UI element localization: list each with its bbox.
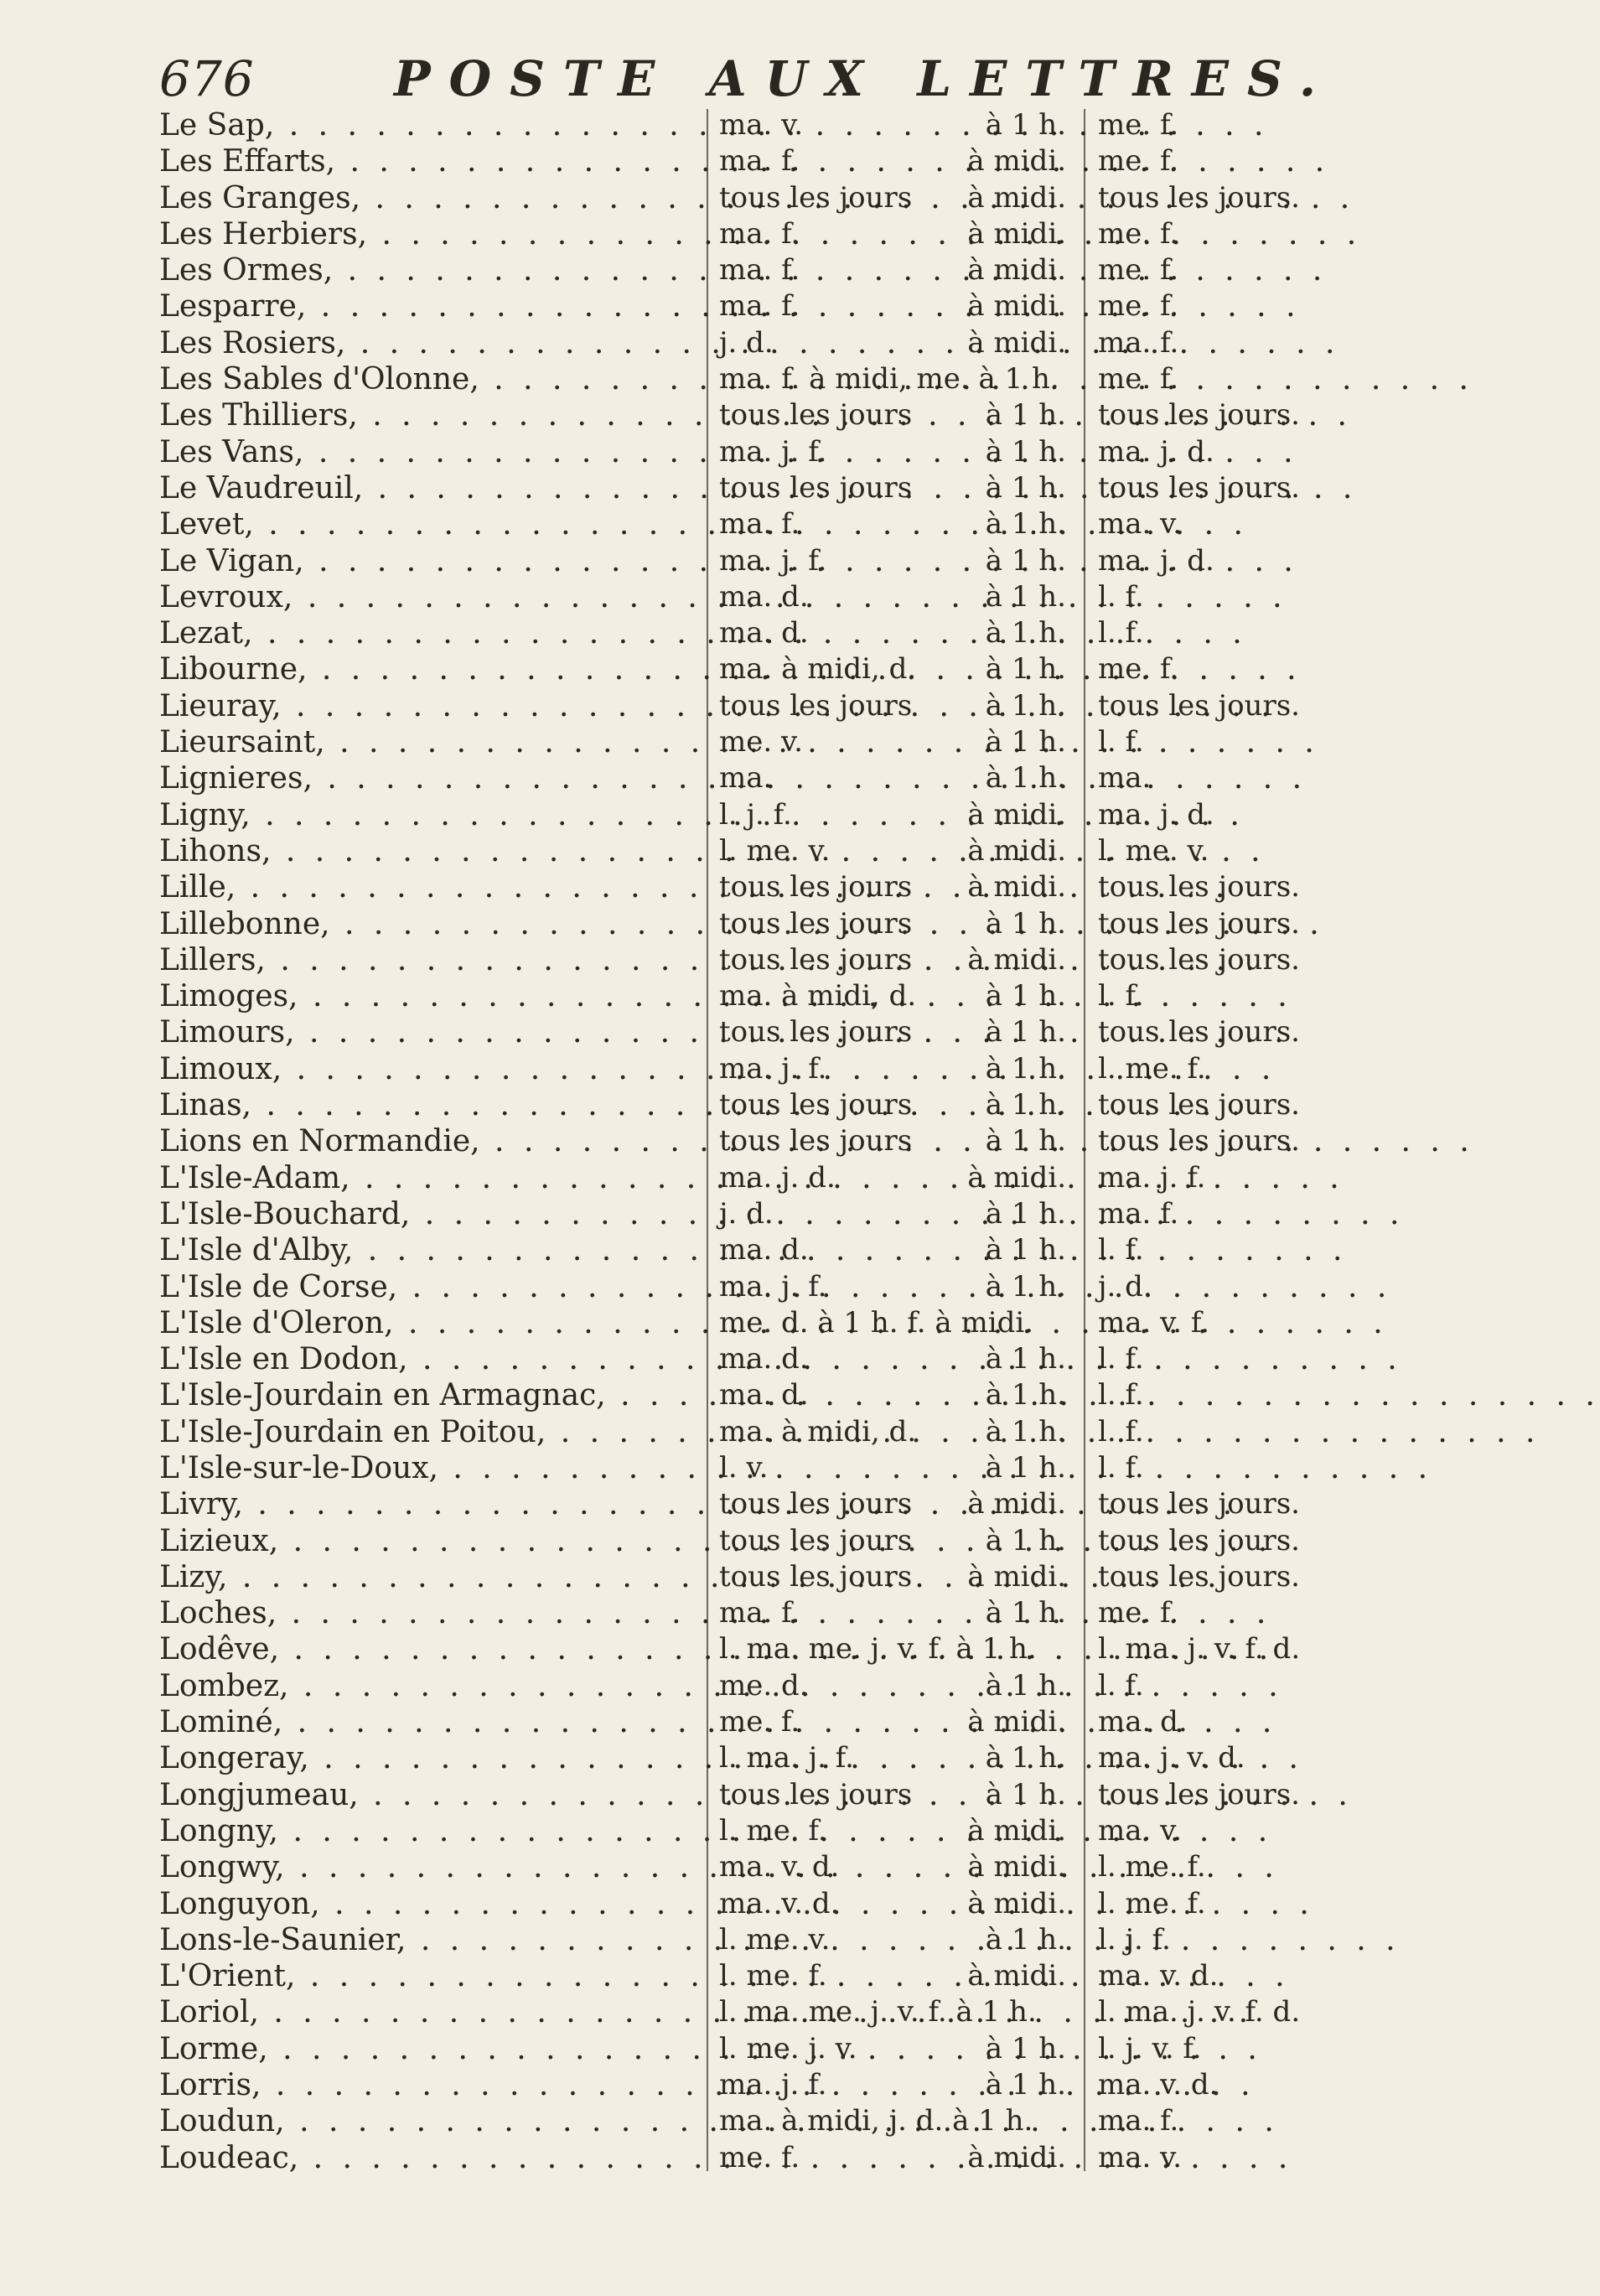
place-name: Levet, . . . <box>159 506 691 542</box>
table-row <box>159 1377 1349 1413</box>
departure-time: à 1 h. <box>985 1414 1066 1449</box>
place-name: Longuyon, . . . <box>159 1886 691 1922</box>
departure-time: à 1 h. <box>985 579 1066 614</box>
return-days: tous les jours. <box>1098 1487 1300 1521</box>
place-name: Loudun, . . . <box>159 2103 691 2139</box>
return-days: ma. j. f. <box>1098 1160 1206 1195</box>
departure-time: à 1 h. <box>985 1269 1066 1303</box>
place-name: Levroux, . . . <box>159 579 691 615</box>
departure-days: ma. à midi, d. <box>719 979 917 1013</box>
return-days: ma. j. d. <box>1098 797 1214 832</box>
place-name: Lillebonne, . . . <box>159 906 691 942</box>
place-name: Lodêve, . . . <box>159 1631 691 1667</box>
return-days: ma. v. <box>1098 507 1183 542</box>
departure-time: à 1 h. <box>985 725 1066 759</box>
table-row <box>159 180 1349 216</box>
departure-days: ma. à midi, j. d. à 1 h. <box>719 2104 1033 2138</box>
place-name: Ligny, . . . <box>159 797 691 833</box>
departure-days: tous les jours <box>719 1559 913 1594</box>
place-name: Lizy, . . . <box>159 1559 691 1595</box>
table-row <box>159 833 1349 869</box>
return-days: tous les jours. <box>1098 1124 1300 1158</box>
place-name: Lombez, . . . <box>159 1668 691 1704</box>
place-name: Les Herbiers, . . . <box>159 216 691 252</box>
table-row <box>159 1450 1349 1486</box>
place-name: Longeray, . . . <box>159 1740 691 1776</box>
departure-time: à 1 h. <box>985 1922 1066 1957</box>
departure-days: ma. d. <box>719 1233 809 1267</box>
table-row <box>159 797 1349 833</box>
return-days: l. me. f. <box>1098 1051 1206 1086</box>
return-days: l. me. v. <box>1098 833 1209 868</box>
departure-time: à midi. <box>967 797 1066 832</box>
table-row <box>159 651 1349 687</box>
place-name: Lesparre, . . . <box>159 288 691 324</box>
table-row <box>159 688 1349 724</box>
place-name: Longwy, . . . <box>159 1849 691 1885</box>
departure-time: à 1 h. <box>985 543 1066 578</box>
return-days: me. f. <box>1098 1596 1179 1630</box>
departure-days: tous les jours <box>719 1088 913 1122</box>
departure-time: à midi. <box>967 1487 1066 1521</box>
place-name: Lieursaint, . . . <box>159 724 691 760</box>
departure-days: l. ma. me. j. v. f. à 1 h. <box>719 1995 1037 2029</box>
departure-time: à 1 h. <box>985 507 1066 542</box>
return-days: tous les jours. <box>1098 1559 1300 1594</box>
departure-time: à midi. <box>967 1886 1066 1920</box>
place-name: Loriol, . . . <box>159 1994 691 2030</box>
place-name: L'Isle-Adam, . . . <box>159 1160 691 1196</box>
place-name: Lignieres, . . . <box>159 760 691 796</box>
departure-days: me. d. <box>719 1668 809 1703</box>
return-days: ma. <box>1098 761 1152 796</box>
table-row <box>159 325 1349 361</box>
departure-time: à 1 h. <box>985 1450 1066 1485</box>
return-days: ma. f. <box>1098 325 1179 360</box>
table-row <box>159 434 1349 470</box>
table-row <box>159 978 1349 1014</box>
departure-days: ma. f. <box>719 507 800 542</box>
table-row <box>159 1849 1349 1885</box>
departure-time: à 1 h. <box>985 1378 1066 1412</box>
departure-time: à 1 h. <box>985 108 1066 142</box>
return-days: l. f. <box>1098 1668 1144 1703</box>
return-days: me. f. <box>1098 289 1179 324</box>
departure-time: à 1 h. <box>985 616 1066 650</box>
table-row <box>159 615 1349 651</box>
return-days: ma. v. <box>1098 2140 1183 2174</box>
place-name: Limoges, . . . <box>159 978 691 1014</box>
place-name: Lorris, . . . <box>159 2067 691 2103</box>
departure-days: tous les jours <box>719 906 913 941</box>
running-title: POSTE AUX LETTRES. <box>394 50 1335 107</box>
departure-days: tous les jours <box>719 942 913 977</box>
departure-days: j. d. <box>719 1196 774 1231</box>
departure-time: à midi. <box>967 1850 1066 1884</box>
table-row <box>159 2140 1349 2176</box>
return-days: l. j. v. f. <box>1098 2031 1202 2065</box>
departure-days: l. me. f. <box>719 1959 827 1993</box>
return-days: l. ma. j. v. f. d. <box>1098 1632 1301 1666</box>
return-days: me. f. <box>1098 216 1179 251</box>
return-days: l. f. <box>1098 725 1144 759</box>
place-name: Lizieux, . . . <box>159 1523 691 1559</box>
return-days: ma. v. <box>1098 1813 1183 1848</box>
return-days: ma. f. <box>1098 1196 1179 1231</box>
departure-time: à 1 h. <box>985 979 1066 1013</box>
place-name: Longjumeau, . . . <box>159 1777 691 1813</box>
departure-days: ma. f. <box>719 144 800 179</box>
place-name: Lille, . . . <box>159 869 691 905</box>
place-name: L'Isle-sur-le-Doux, . . . <box>159 1450 691 1486</box>
return-days: l. f. <box>1098 979 1144 1013</box>
departure-time: à midi. <box>967 1705 1066 1739</box>
place-name: Les Effarts, . . . <box>159 143 691 179</box>
return-days: ma. v. d. <box>1098 2068 1219 2102</box>
place-name: Limours, . . . <box>159 1014 691 1050</box>
departure-days: l. v. <box>719 1450 769 1485</box>
return-days: tous les jours. <box>1098 906 1300 941</box>
table-row <box>159 1269 1349 1305</box>
place-name: Les Sables d'Olonne, . . . <box>159 361 691 397</box>
departure-time: à 1 h. <box>985 398 1066 433</box>
departure-time: à 1 h. <box>985 906 1066 941</box>
place-name: L'Isle d'Oleron, . . . <box>159 1305 691 1341</box>
place-name: L'Isle-Jourdain en Armagnac, . . . <box>159 1377 691 1413</box>
departure-days: ma. j. f. <box>719 1269 827 1303</box>
departure-days: tous les jours <box>719 1487 913 1521</box>
table-row <box>159 143 1349 179</box>
departure-days: ma. d. <box>719 616 809 650</box>
table-row <box>159 1414 1349 1450</box>
departure-days: l. j. f. <box>719 797 792 832</box>
departure-time: à 1 h. <box>985 1523 1066 1557</box>
table-row <box>159 2067 1349 2103</box>
departure-time: à midi. <box>967 1959 1066 1993</box>
departure-time: à midi. <box>967 942 1066 977</box>
departure-days: ma. à midi, d. <box>719 652 917 687</box>
table-row <box>159 1668 1349 1704</box>
table-row <box>159 1523 1349 1559</box>
departure-days: tous les jours <box>719 1015 913 1050</box>
departure-time: à midi. <box>967 144 1066 179</box>
place-name: Le Vaudreuil, . . . <box>159 470 691 506</box>
departure-days: ma. f. <box>719 253 800 288</box>
return-days: tous les jours. <box>1098 688 1300 723</box>
place-name: Les Rosiers, . . . <box>159 325 691 361</box>
return-days: l. f. <box>1098 1414 1144 1449</box>
departure-days: l. ma. me. j. v. f. à 1 h. <box>719 1632 1037 1666</box>
place-name: Lons-le-Saunier, . . . <box>159 1922 691 1958</box>
table-row <box>159 1777 1349 1813</box>
departure-days: ma. j. f. <box>719 1051 827 1086</box>
departure-time: à midi. <box>967 1559 1066 1594</box>
return-days: tous les jours. <box>1098 1088 1300 1122</box>
departure-days: ma. v. d. <box>719 1886 840 1920</box>
departure-days: l. me. v. <box>719 833 831 868</box>
departure-days: l. me. v. <box>719 1922 831 1957</box>
return-days: tous les jours. <box>1098 1015 1300 1050</box>
place-name: Loches, . . . <box>159 1595 691 1631</box>
place-name: Livry, . . . <box>159 1486 691 1522</box>
return-days: ma. j. v. d. <box>1098 1741 1245 1775</box>
table-row <box>159 1922 1349 1958</box>
departure-time: à midi. <box>967 325 1066 360</box>
return-days: me. f. <box>1098 652 1179 687</box>
departure-days: ma. d. <box>719 1378 809 1412</box>
departure-days: tous les jours <box>719 1523 913 1557</box>
place-name: Libourne, . . . <box>159 651 691 687</box>
return-days: l. f. <box>1098 579 1144 614</box>
place-name: Lezat, . . . <box>159 615 691 651</box>
return-days: l. me. f. <box>1098 1886 1206 1920</box>
place-name: Lieuray, . . . <box>159 688 691 724</box>
departure-days: ma. f. à midi, me. à 1 h. <box>719 362 1059 396</box>
place-name: Lihons, . . . <box>159 833 691 869</box>
place-name: Lillers, . . . <box>159 942 691 978</box>
table-row <box>159 107 1349 143</box>
return-days: me. f. <box>1098 253 1179 288</box>
page-number: 676 <box>159 50 255 107</box>
place-name: L'Isle d'Alby, . . . <box>159 1232 691 1268</box>
return-days: l. me. f. <box>1098 1850 1206 1884</box>
departure-days: ma. f. <box>719 1596 800 1630</box>
return-days: l. f. <box>1098 1342 1144 1376</box>
return-days: ma. f. <box>1098 2104 1179 2138</box>
departure-time: à 1 h. <box>985 1741 1066 1775</box>
departure-time: à 1 h. <box>985 2068 1066 2102</box>
return-days: tous les jours. <box>1098 942 1300 977</box>
departure-days: me. d. à 1 h. f. à midi. <box>719 1305 1034 1340</box>
return-days: tous les jours. <box>1098 1777 1300 1811</box>
departure-time: à midi. <box>967 870 1066 904</box>
departure-time: à 1 h. <box>985 470 1066 505</box>
return-days: l. f. <box>1098 616 1144 650</box>
departure-time: à midi. <box>967 1160 1066 1195</box>
return-days: ma. d. <box>1098 1705 1188 1739</box>
table-row <box>159 543 1349 579</box>
return-days: l. f. <box>1098 1233 1144 1267</box>
table-row <box>159 1704 1349 1740</box>
departure-days: ma. v. d. <box>719 1850 840 1884</box>
return-days: me. f. <box>1098 362 1179 396</box>
departure-time: à midi. <box>967 180 1066 215</box>
table-row <box>159 1486 1349 1522</box>
place-name: L'Orient, . . . <box>159 1958 691 1994</box>
departure-time: à 1 h. <box>985 761 1066 796</box>
departure-days: tous les jours <box>719 180 913 215</box>
place-name: L'Isle-Jourdain en Poitou, . . . <box>159 1414 691 1450</box>
departure-days: l. me. j. v. <box>719 2031 857 2065</box>
table-row <box>159 1123 1349 1159</box>
departure-time: à midi. <box>967 1813 1066 1848</box>
table-row <box>159 724 1349 760</box>
table-row <box>159 869 1349 905</box>
departure-time: à 1 h. <box>985 1342 1066 1376</box>
table-row <box>159 2103 1349 2139</box>
table-row <box>159 1595 1349 1631</box>
table-row <box>159 1232 1349 1268</box>
place-name: L'Isle de Corse, . . . <box>159 1269 691 1305</box>
table-row <box>159 1305 1349 1341</box>
return-days: tous les jours. <box>1098 870 1300 904</box>
table-row <box>159 470 1349 506</box>
table-row <box>159 1559 1349 1595</box>
place-name: Lominé, . . . <box>159 1704 691 1740</box>
departure-time: à 1 h. <box>985 1233 1066 1267</box>
place-name: Les Ormes, . . . <box>159 252 691 288</box>
table-row <box>159 579 1349 615</box>
place-name: Longny, . . . <box>159 1813 691 1849</box>
departure-days: tous les jours <box>719 688 913 723</box>
place-name: L'Isle-Bouchard, . . . <box>159 1196 691 1232</box>
table-row <box>159 1087 1349 1123</box>
table-row <box>159 1196 1349 1232</box>
table-row <box>159 942 1349 978</box>
place-name: Linas, . . . <box>159 1087 691 1123</box>
table-row <box>159 1341 1349 1377</box>
table-row <box>159 1740 1349 1776</box>
place-name: Les Granges, . . . <box>159 180 691 216</box>
departure-time: à 1 h. <box>985 688 1066 723</box>
return-days: tous les jours. <box>1098 180 1300 215</box>
departure-time: à 1 h. <box>985 2031 1066 2065</box>
departure-days: ma. f. <box>719 289 800 324</box>
departure-days: j. d. <box>719 325 774 360</box>
post-schedule-table <box>159 107 1349 2176</box>
table-row <box>159 252 1349 288</box>
table-row <box>159 1014 1349 1050</box>
return-days: me. f. <box>1098 108 1179 142</box>
departure-time: à 1 h. <box>985 1015 1066 1050</box>
table-row <box>159 1160 1349 1196</box>
departure-days: me. f. <box>719 2140 800 2174</box>
return-days: l. ma. j. v. f. d. <box>1098 1995 1301 2029</box>
place-name: L'Isle en Dodon, . . . <box>159 1341 691 1377</box>
departure-days: tous les jours <box>719 870 913 904</box>
departure-days: tous les jours <box>719 1124 913 1158</box>
return-days: tous les jours. <box>1098 398 1300 433</box>
place-name: Lorme, . . . <box>159 2031 691 2067</box>
departure-days: ma. f. <box>719 216 800 251</box>
return-days: tous les jours. <box>1098 470 1300 505</box>
departure-time: à 1 h. <box>985 652 1066 687</box>
table-row <box>159 1886 1349 1922</box>
table-row <box>159 1051 1349 1087</box>
table-row <box>159 906 1349 942</box>
departure-time: à 1 h. <box>985 1196 1066 1231</box>
departure-time: à 1 h. <box>985 1596 1066 1630</box>
departure-days: l. me. f. <box>719 1813 827 1848</box>
departure-days: ma. v. <box>719 108 804 142</box>
departure-time: à 1 h. <box>985 1051 1066 1086</box>
departure-days: ma. <box>719 761 773 796</box>
departure-time: à midi. <box>967 289 1066 324</box>
departure-days: ma. à midi, d. <box>719 1414 917 1449</box>
departure-time: à 1 h. <box>985 1777 1066 1811</box>
table-row <box>159 1958 1349 1994</box>
departure-days: me. v. <box>719 725 803 759</box>
table-row <box>159 1813 1349 1849</box>
place-name: Lions en Normandie, . . . <box>159 1123 691 1159</box>
departure-time: à 1 h. <box>985 1668 1066 1703</box>
departure-days: ma. d. <box>719 1342 809 1376</box>
return-days: j. d. <box>1098 1269 1152 1303</box>
table-row <box>159 216 1349 252</box>
return-days: l. j. f. <box>1098 1922 1171 1957</box>
departure-days: me. f. <box>719 1705 800 1739</box>
return-days: ma. v. f. <box>1098 1305 1210 1340</box>
table-row <box>159 2031 1349 2067</box>
table-row <box>159 288 1349 324</box>
departure-time: à midi. <box>967 216 1066 251</box>
departure-days: ma. j. f. <box>719 434 827 469</box>
table-row <box>159 361 1349 397</box>
table-row <box>159 1994 1349 2030</box>
return-days: ma. v. d. <box>1098 1959 1219 1993</box>
place-name: Limoux, . . . <box>159 1051 691 1087</box>
return-days: tous les jours. <box>1098 1523 1300 1557</box>
departure-days: ma. j. f. <box>719 543 827 578</box>
departure-time: à 1 h. <box>985 1124 1066 1158</box>
departure-days: tous les jours <box>719 1777 913 1811</box>
departure-days: ma. j. f. <box>719 2068 827 2102</box>
departure-days: tous les jours <box>719 470 913 505</box>
departure-days: ma. j. d. <box>719 1160 836 1195</box>
table-row <box>159 506 1349 542</box>
departure-days: l. ma. j. f. <box>719 1741 854 1775</box>
departure-days: ma. d. <box>719 579 809 614</box>
place-name: Le Sap, . . . <box>159 107 691 143</box>
place-name: Les Vans, . . . <box>159 434 691 470</box>
return-days: ma. j. d. <box>1098 434 1214 469</box>
departure-time: à midi. <box>967 253 1066 288</box>
departure-time: à midi. <box>967 833 1066 868</box>
departure-time: à midi. <box>967 2140 1066 2174</box>
departure-time: à 1 h. <box>985 1088 1066 1122</box>
return-days: l. f. <box>1098 1378 1144 1412</box>
table-row <box>159 1631 1349 1667</box>
departure-days: tous les jours <box>719 398 913 433</box>
table-row <box>159 760 1349 796</box>
return-days: ma. j. d. <box>1098 543 1214 578</box>
place-name: Le Vigan, . . . <box>159 543 691 579</box>
table-row <box>159 397 1349 433</box>
place-name: Loudeac, . . . <box>159 2140 691 2176</box>
place-name: Les Thilliers, . . . <box>159 397 691 433</box>
return-days: l. f. <box>1098 1450 1144 1485</box>
departure-time: à 1 h. <box>985 434 1066 469</box>
return-days: me. f. <box>1098 144 1179 179</box>
